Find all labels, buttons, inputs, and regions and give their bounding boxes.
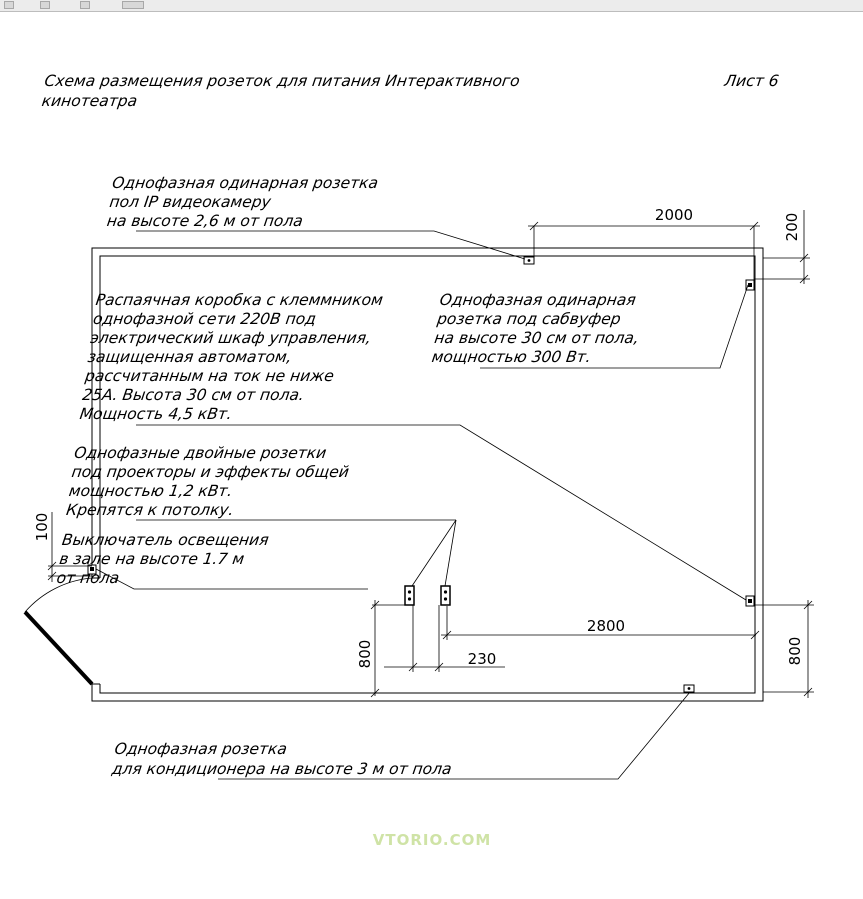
note-camera [106, 174, 525, 259]
svg-text:800: 800 [786, 636, 804, 666]
svg-text:Однофазная одинарная: Однофазная одинарная [438, 291, 638, 309]
dimension-mid [441, 606, 759, 640]
svg-text:розетка под сабвуфер: розетка под сабвуфер [435, 310, 622, 328]
svg-text:защищенная автоматом,: защищенная автоматом, [86, 348, 293, 366]
projector-double-socket-icon [441, 586, 450, 605]
note-conditioner [110, 692, 690, 779]
svg-text:от пола: от пола [55, 569, 121, 587]
svg-text:Мощность 4,5 кВт.: Мощность 4,5 кВт. [78, 405, 234, 423]
svg-text:в зале на высоте 1.7 м: в зале на высоте 1.7 м [58, 550, 246, 568]
svg-text:для кондиционера на высоте 3 м: для кондиционера на высоте 3 м от пола [110, 760, 453, 778]
svg-text:25А. Высота 30 см от пола.: 25А. Высота 30 см от пола. [81, 386, 306, 404]
svg-text:2000: 2000 [654, 206, 694, 224]
svg-text:2800: 2800 [586, 617, 626, 635]
svg-text:на высоте 30 см от пола,: на высоте 30 см от пола, [433, 329, 641, 347]
svg-text:Крепятся к потолку.: Крепятся к потолку. [65, 501, 235, 519]
svg-text:электрический шкаф управления,: электрический шкаф управления, [89, 329, 373, 347]
door [25, 578, 102, 684]
svg-text:на высоте 2,6 м от пола: на высоте 2,6 м от пола [105, 212, 305, 230]
projector-double-socket-icon [405, 586, 414, 605]
svg-text:мощностью 1,2 кВт.: мощностью 1,2 кВт. [67, 482, 234, 500]
watermark: VTORIO.COM [372, 831, 492, 849]
dimension-top-right [754, 210, 810, 284]
svg-text:230: 230 [467, 650, 497, 668]
dimension-top [528, 206, 760, 282]
svg-text:пол IP видеокамеру: пол IP видеокамеру [108, 193, 273, 211]
drawing-title-line2: кинотеатра [40, 92, 139, 110]
svg-text:200: 200 [783, 212, 801, 242]
drawing-title-line1: Схема размещения розеток для питания Интерактивного [43, 72, 521, 90]
dimension-mid-left [356, 600, 405, 697]
svg-text:рассчитанным на ток не ниже: рассчитанным на ток не ниже [83, 367, 336, 385]
sheet-number: Лист 6 [723, 72, 780, 90]
note-light-switch [56, 531, 368, 589]
svg-text:под проекторы и эффекты общей: под проекторы и эффекты общей [70, 463, 351, 481]
svg-text:100: 100 [33, 512, 51, 542]
svg-text:800: 800 [356, 639, 374, 669]
svg-text:мощностью 300 Вт.: мощностью 300 Вт. [430, 348, 593, 366]
note-subwoofer [431, 285, 748, 368]
svg-text:Распаячная коробка с клеммнико: Распаячная коробка с клеммником [94, 291, 385, 309]
svg-text:Однофазная одинарная розетка: Однофазная одинарная розетка [111, 174, 380, 192]
dimension-gap [384, 605, 505, 672]
svg-text:Однофазные двойные розетки: Однофазные двойные розетки [73, 444, 328, 462]
svg-text:Выключатель освещения: Выключатель освещения [60, 531, 270, 549]
svg-text:однофазной сети 220В под: однофазной сети 220В под [91, 310, 318, 328]
svg-text:Однофазная розетка: Однофазная розетка [113, 740, 289, 758]
